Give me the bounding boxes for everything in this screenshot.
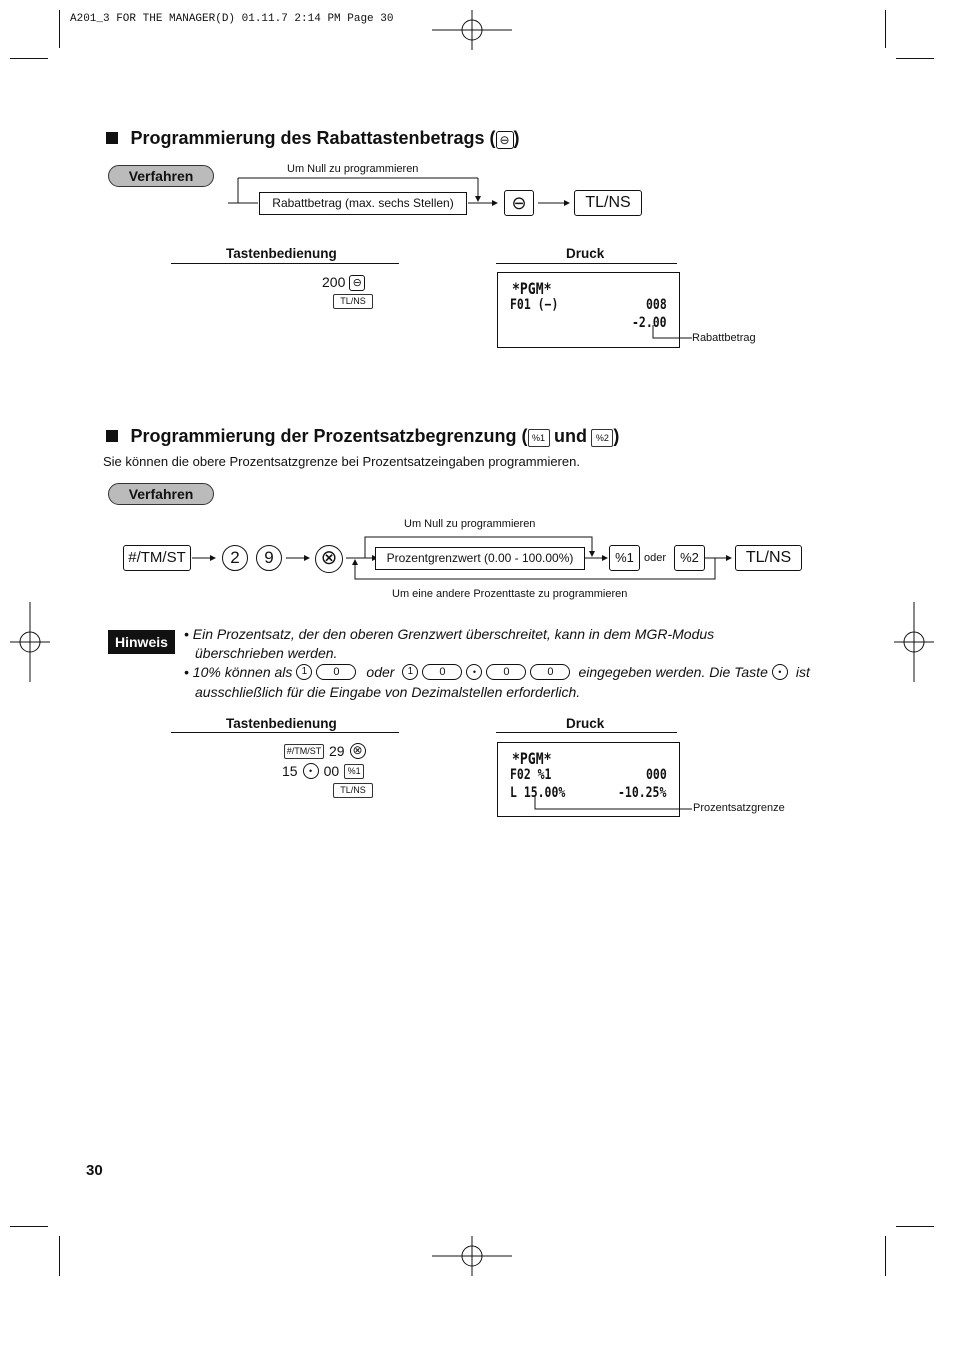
discount-amount-box: Rabattbetrag (max. sechs Stellen) <box>259 192 467 215</box>
note-line: ausschließlich für die Eingabe von Dezimalstellen erforderlich. <box>195 684 581 700</box>
tlns-key-small: TL/NS <box>333 294 373 309</box>
procedure-badge: Verfahren <box>108 165 214 187</box>
minus-key-icon: ⊖ <box>496 131 514 149</box>
tlns-key: TL/NS <box>735 545 802 571</box>
crop-mark <box>59 10 60 48</box>
tmst-key-small: #/TM/ST <box>284 744 324 759</box>
key-entry-line1: #/TM/ST 29 ⊗ <box>284 743 366 759</box>
digit-key-0: 0 <box>530 664 570 680</box>
note-line: • Ein Prozentsatz, der den oberen Grenzwert überschreitet, kann in dem MGR-Modus <box>184 626 715 642</box>
print-header: A201_3 FOR THE MANAGER(D) 01.11.7 2:14 PM Page 30 <box>70 13 394 25</box>
crop-mark <box>885 10 886 48</box>
receipt-line: F01 (−) <box>510 297 559 313</box>
pct1-key-icon: %1 <box>528 429 550 447</box>
col-print: Druck <box>566 246 605 261</box>
receipt-line: 000 <box>646 767 667 783</box>
pct1-key: %1 <box>609 545 640 571</box>
multiply-key-icon: ⊗ <box>315 545 343 573</box>
section2-heading: Programmierung der Prozentsatzbegrenzung ( %1 und %2 ) <box>106 426 619 447</box>
registration-mark-right <box>894 602 934 682</box>
page-number: 30 <box>86 1162 103 1179</box>
pct1-key-small: %1 <box>344 764 364 779</box>
crop-mark <box>896 1226 934 1227</box>
col-print: Druck <box>566 716 605 731</box>
callout-label: Prozentsatzgrenze <box>693 802 785 814</box>
percent-limit-box: Prozentgrenzwert (0.00 - 100.00%) <box>375 547 585 570</box>
zero-note: Um Null zu programmieren <box>404 518 536 530</box>
digit-key-2: 2 <box>222 545 248 571</box>
decimal-key-icon: • <box>466 664 482 680</box>
section1-title: Programmierung des Rabattastenbetrags ( <box>130 128 496 148</box>
receipt-line: F02 %1 <box>510 767 552 783</box>
callout-label: Rabattbetrag <box>692 332 756 344</box>
registration-mark-top <box>432 10 512 50</box>
digit-key-0: 0 <box>316 664 356 680</box>
bullet-square-icon <box>106 132 118 144</box>
col-key-operation: Tastenbedienung <box>226 716 337 731</box>
section2-description: Sie können die obere Prozentsatzgrenze bei Prozentsatzeingaben programmieren. <box>103 454 580 469</box>
col-key-operation: Tastenbedienung <box>226 246 337 261</box>
digit-key-1: 1 <box>296 664 312 680</box>
zero-note: Um Null zu programmieren <box>287 163 419 175</box>
callout-line <box>530 796 695 816</box>
decimal-key-icon: • <box>303 763 319 779</box>
key-entry-200: 200 ⊖ <box>322 274 365 291</box>
decimal-key-icon: • <box>772 664 788 680</box>
loop-note: Um eine andere Prozenttaste zu programmieren <box>392 588 628 600</box>
minus-key-icon: ⊖ <box>504 190 534 216</box>
receipt-line: -2.00 <box>632 315 667 331</box>
divider <box>171 732 399 733</box>
digit-key-0: 0 <box>422 664 462 680</box>
tlns-key: TL/NS <box>574 190 642 216</box>
receipt-line: 008 <box>646 297 667 313</box>
section1-heading: Programmierung des Rabattastenbetrags ( ⊖ ) <box>106 128 520 149</box>
tlns-key-small: TL/NS <box>333 783 373 798</box>
divider <box>171 263 399 264</box>
crop-mark <box>59 1236 60 1276</box>
bullet-square-icon <box>106 430 118 442</box>
crop-mark <box>10 1226 48 1227</box>
receipt-line: -10.25% <box>618 785 667 801</box>
multiply-key-icon: ⊗ <box>350 743 366 759</box>
divider <box>496 732 677 733</box>
digit-key-0: 0 <box>486 664 526 680</box>
crop-mark <box>896 58 934 59</box>
key-entry-line2: 15 • 00 %1 <box>282 763 364 779</box>
procedure-badge: Verfahren <box>108 483 214 505</box>
section2-title: Programmierung der Prozentsatzbegrenzung ( <box>130 426 528 446</box>
digit-key-1: 1 <box>402 664 418 680</box>
note-line: überschrieben werden. <box>195 645 338 661</box>
minus-key-icon: ⊖ <box>349 275 365 291</box>
tmst-key: #/TM/ST <box>123 545 191 571</box>
digit-key-9: 9 <box>256 545 282 571</box>
hinweis-badge: Hinweis <box>108 630 175 654</box>
callout-line <box>650 325 695 345</box>
pct2-key-icon: %2 <box>591 429 613 447</box>
divider <box>496 263 677 264</box>
receipt-line: *PGM* <box>512 749 552 768</box>
pct2-key: %2 <box>674 545 705 571</box>
registration-mark-bottom <box>432 1236 512 1276</box>
receipt-line: L 15.00% <box>510 785 566 801</box>
receipt-line: *PGM* <box>512 279 552 298</box>
crop-mark <box>10 58 48 59</box>
registration-mark-left <box>10 602 50 682</box>
oder-label: oder <box>644 552 667 564</box>
crop-mark <box>885 1236 886 1276</box>
note-line-keys: • 10% können als 1 0 oder 1 0 • 0 0 eingegeben werden. Die Taste • ist <box>184 664 810 680</box>
